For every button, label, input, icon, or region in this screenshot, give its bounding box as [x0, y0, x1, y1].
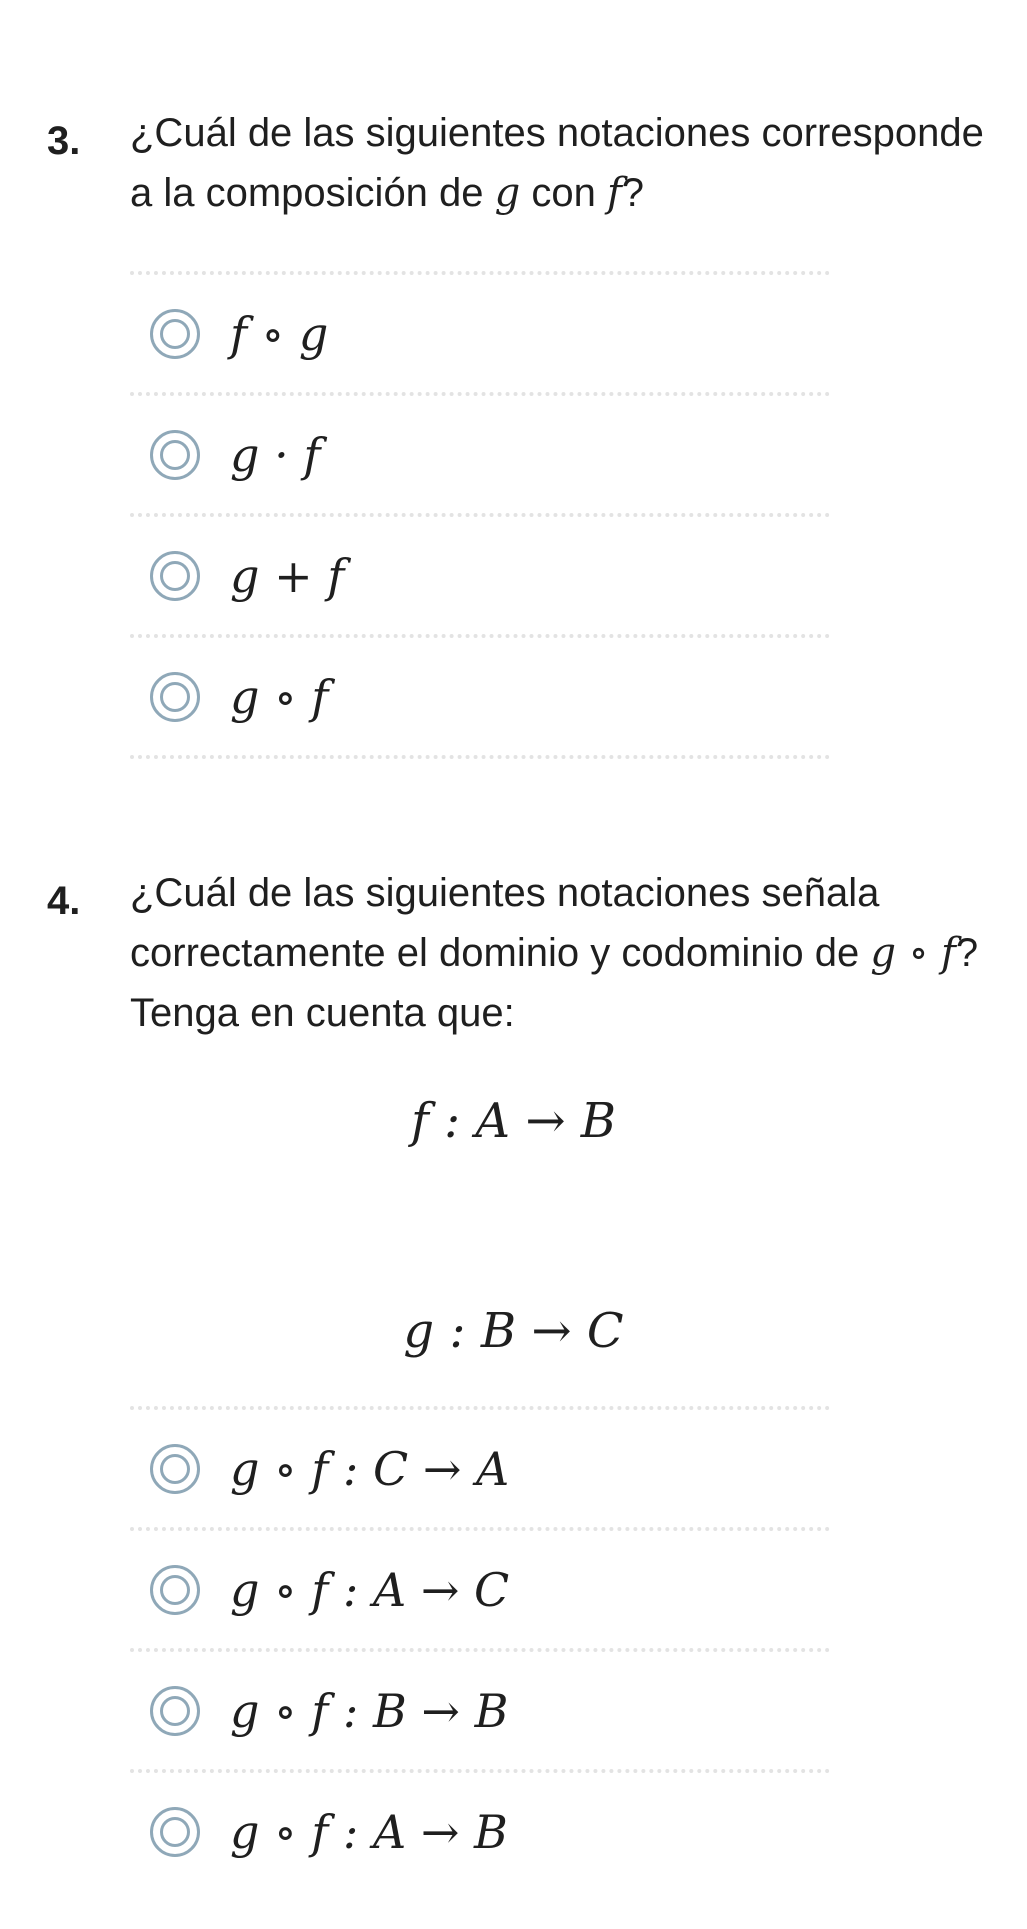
radio-button-icon[interactable]	[150, 1565, 200, 1615]
answer-option[interactable]	[130, 396, 830, 517]
display-equation: g : B → C	[403, 1303, 624, 1359]
answer-option[interactable]	[130, 517, 830, 638]
answer-option-label: g + f	[230, 548, 345, 603]
question-number: 4.	[47, 879, 81, 923]
radio-button-icon[interactable]	[150, 1807, 200, 1857]
radio-button-icon[interactable]	[150, 430, 200, 480]
display-equation: f : A → B	[410, 1093, 617, 1149]
radio-button-icon[interactable]	[150, 551, 200, 601]
answer-option[interactable]	[130, 638, 830, 759]
question-3	[0, 95, 1027, 759]
answer-option-label: g ∘ f	[230, 669, 329, 724]
question-number: 3.	[47, 119, 81, 163]
question-note: Tenga en cuenta que:	[130, 991, 515, 1035]
answer-option-label: g ∘ f : B → B	[230, 1683, 509, 1738]
radio-button-icon[interactable]	[150, 309, 200, 359]
radio-button-icon[interactable]	[150, 1686, 200, 1736]
question-3-header	[0, 103, 1027, 223]
math-expression: g ∘ f	[870, 930, 956, 976]
question-4-header	[0, 863, 1027, 1043]
answer-option-label: g ∘ f : A → B	[230, 1804, 508, 1859]
answer-option-label: f ∘ g	[230, 306, 329, 361]
answer-options	[130, 1406, 830, 1890]
question-text-part: con	[520, 171, 607, 215]
math-variable-g: g	[494, 170, 521, 216]
question-text-part: ¿Cuál de las siguientes notaciones señala correctamente el dominio y codominio de	[130, 871, 880, 975]
answer-option[interactable]	[130, 1773, 830, 1890]
answer-option-label: g · f	[230, 427, 321, 482]
question-text	[130, 863, 987, 983]
question-text	[130, 103, 987, 223]
radio-button-icon[interactable]	[150, 672, 200, 722]
question-text-part: ?	[955, 931, 979, 975]
answer-options	[130, 271, 830, 759]
answer-option[interactable]	[130, 1531, 830, 1652]
answer-option[interactable]	[130, 275, 830, 396]
answer-option[interactable]	[130, 1652, 830, 1773]
answer-option[interactable]	[130, 1410, 830, 1531]
math-variable-f: f	[606, 170, 622, 216]
radio-button-icon[interactable]	[150, 1444, 200, 1494]
question-text-part: ¿Cuál de las siguientes notaciones corresponde a la composición de	[130, 111, 984, 215]
answer-option-label: g ∘ f : A → C	[230, 1562, 510, 1617]
question-text-part: ?	[621, 171, 645, 215]
answer-option-label: g ∘ f : C → A	[230, 1441, 510, 1496]
question-4	[0, 855, 1027, 1890]
